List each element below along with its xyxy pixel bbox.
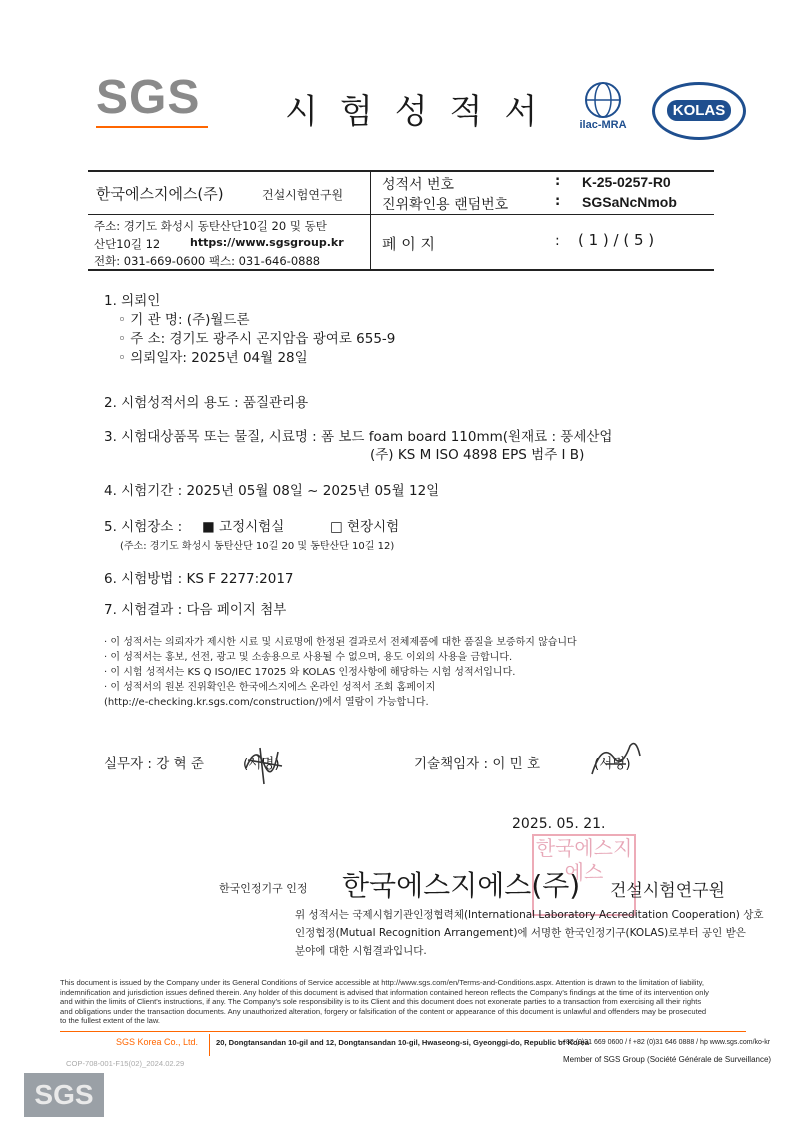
report-number-label: 성적서 번호 [382,177,455,193]
institute-name: 건설시험연구원 [262,188,344,202]
technical-manager-signature [586,734,646,782]
mra-statement-line2: 인정협정(Mutual Recognition Arrangement)에 서명한 한국인정기구(KOLAS)로부터 공인 받은 [295,927,746,939]
issuer-company: 한국에스지에스(주) [342,869,581,902]
auth-number-colon: : [555,194,561,209]
website: https://www.sgsgroup.kr [190,236,344,249]
kolas-badge [652,82,746,140]
report-number-value: K-25-0257-R0 [582,174,671,190]
client-address: ◦ 주 소: 경기도 광주시 곤지암읍 광여로 655-9 [118,331,396,347]
note-2: · 이 성적서는 홍보, 선전, 광고 및 소송용으로 사용될 수 없으며, 용도 이외의 사용을 금합니다. [104,652,513,663]
issuer-institute: 건설시험연구원 [610,881,725,901]
technical-manager-name: 기술책임자 : 이 민 호 [414,756,541,772]
client-heading: 1. 의뢰인 [104,293,161,309]
sgs-group-membership: Member of SGS Group (Société Générale de Surveillance) [563,1055,772,1064]
practitioner-name: 실무자 : 강 혁 준 [104,756,204,772]
info-box-bottom-rule [88,269,714,271]
client-name: ◦ 기 관 명: (주)월드론 [118,312,250,328]
test-place-field: □ 현장시험 [330,519,400,535]
address-line1: 주소: 경기도 화성시 동탄산단10길 20 및 동탄 [94,219,327,233]
test-period: 4. 시험기간 : 2025년 05월 08일 ~ 2025년 05월 12일 [104,483,440,499]
test-place-fixed-lab: ■ 고정시험실 [202,519,285,535]
sgs-corner-logo: SGS [24,1073,104,1117]
footer-contact: t +82 (0)31 669 0600 / f +82 (0)31 646 0888 / hp www.sgs.com/ko-kr [558,1039,771,1046]
kolas-label: KOLAS [667,100,732,121]
sgs-logo: SGS [96,71,201,124]
note-3: · 이 시험 성적서는 KS Q ISO/IEC 17025 와 KOLAS 인정사항에 해당하는 시험 성적서입니다. [104,667,516,678]
disclaimer-line3: and within the limits of Client's instructions, if any. The Company's sole responsibility is to its Client and this document does not exonerate parties to a transaction from exercising all their rights [60,997,702,1006]
test-method: 6. 시험방법 : KS F 2277:2017 [104,571,294,587]
mra-statement-line1: 위 성적서는 국제시험기관인정협력체(International Laboratory Accreditation Cooperation) 상호 [295,909,764,921]
test-result: 7. 시험결과 : 다음 페이지 첨부 [104,602,287,618]
issue-date: 2025. 05. 21. [512,816,606,832]
footer-divider [209,1034,210,1056]
footer-rule [60,1031,746,1032]
company-name: 한국에스지에스(주) [96,185,224,203]
info-box-mid-rule [88,214,714,215]
footer-address: 20, Dongtansandan 10-gil and 12, Dongtansandan 10-gil, Hwaseong-si, Gyeonggi-do, Republic of Korea [216,1038,589,1047]
ilac-label: ilac-MRA [579,119,627,131]
stamp-text: 한국에스지에스 [535,836,633,884]
info-box-top-rule [88,170,714,172]
phone-fax: 전화: 031-669-0600 팩스: 031-646-0888 [94,254,321,268]
footer-company: SGS Korea Co., Ltd. [116,1037,199,1047]
note-1: · 이 성적서는 의뢰자가 제시한 시료 및 시료명에 한정된 결과로서 전체제품에 대한 품질을 보증하지 않습니다 [104,637,577,648]
report-number-colon: : [555,174,561,189]
test-item-line2: (주) KS M ISO 4898 EPS 범주 I B) [370,447,585,463]
test-item-line1: 3. 시험대상품목 또는 물질, 시료명 : 폼 보드 foam board 110mm(원재료 : 풍세산업 [104,429,613,445]
page-label: 페 이 지 [382,235,436,253]
logo-underline [96,126,208,128]
auth-number-value: SGSaNcNmob [582,194,677,210]
page-title: 시험성적서 [285,92,560,132]
disclaimer-line4: and obligations under the transaction documents. Any unauthorized alteration, forgery or falsification of the content or appearance of this document is unlawful and offenders may be prosecuted [60,1006,707,1016]
note-4: · 이 성적서의 원본 진위확인은 한국에스지에스 온라인 성적서 조회 홈페이지 [104,682,436,693]
disclaimer-line5: to the fullest extent of the law. [60,1016,161,1025]
report-purpose: 2. 시험성적서의 용도 : 품질관리용 [104,395,309,411]
ilac-mra-badge [566,78,640,138]
technical-manager-sign-label: (서명) [594,756,631,772]
page-number: ( 1 ) / ( 5 ) [578,231,655,249]
client-request-date: ◦ 의뢰일자: 2025년 04월 28일 [118,350,308,366]
practitioner-sign-label: (서명) [243,756,280,772]
globe-icon [566,78,640,118]
accreditation-label: 한국인정기구 인정 [219,882,308,895]
test-place-address: (주소: 경기도 화성시 동탄산단 10길 20 및 동탄산단 10길 12) [120,541,395,552]
disclaimer-line1: This document is issued by the Company under its General Conditions of Service accessible at http://www.sgs.com/en/Terms-and-Conditions.aspx. Attention is drawn to the limitation of liability, [60,978,704,987]
form-code: COP-708-001-F15(02)_2024.02.29 [66,1059,185,1068]
note-5: (http://e-checking.kr.sgs.com/construction/)에서 열람이 가능합니다. [104,697,429,708]
auth-number-label: 진위확인용 랜덤번호 [382,197,509,213]
address-line2: 산단10길 12 [94,237,161,251]
disclaimer-line2: indemnification and jurisdiction issues defined therein. Any holder of this document is advised that information contained hereon reflects the Company's findings at the time of its intervention only [60,987,709,997]
mra-statement-line3: 분야에 대한 시험결과입니다. [295,945,427,957]
page-colon: : [555,233,560,249]
test-place-label: 5. 시험장소 : [104,519,183,535]
practitioner-signature [238,738,288,788]
info-box-divider [370,170,371,270]
